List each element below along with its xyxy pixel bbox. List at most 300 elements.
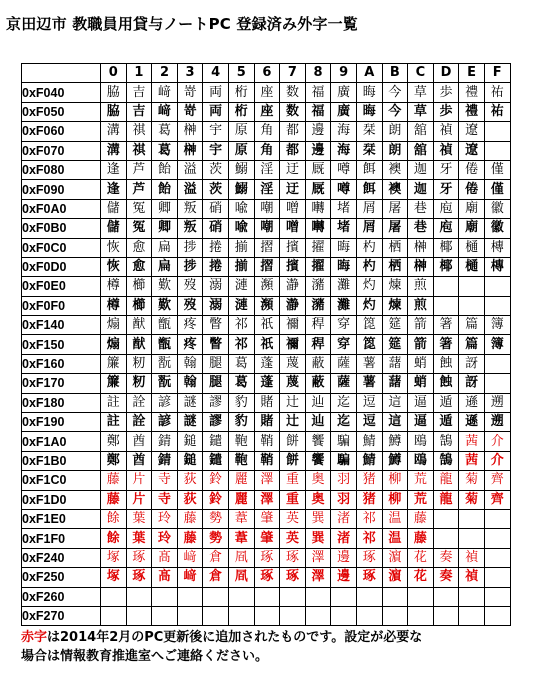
char-cell: 牙	[433, 180, 459, 199]
char-cell: 廣	[331, 102, 357, 121]
char-cell: 騙	[331, 432, 357, 451]
char-cell: 藤	[101, 490, 127, 509]
row-code: 0xF050	[22, 102, 101, 121]
table-row	[22, 393, 511, 412]
char-cell: 煎	[408, 277, 434, 296]
char-cell: 桁	[228, 83, 254, 102]
char-cell	[152, 587, 178, 606]
char-cell: 逢	[101, 180, 127, 199]
char-cell: 朗	[382, 141, 408, 160]
char-cell	[484, 374, 510, 393]
char-cell: 祁	[356, 509, 382, 528]
char-cell: 嘲	[254, 199, 280, 218]
char-cell: 逼	[408, 413, 434, 432]
char-cell: 芦	[126, 180, 152, 199]
char-cell: 寺	[152, 471, 178, 490]
char-cell: 瀦	[305, 296, 331, 315]
char-cell: 訝	[459, 354, 485, 373]
char-cell: 琢	[280, 568, 306, 587]
char-cell: 鑓	[203, 451, 229, 470]
table-row	[22, 529, 511, 548]
char-cell: 僅	[484, 180, 510, 199]
char-cell: 晦	[356, 83, 382, 102]
char-cell: 灘	[331, 296, 357, 315]
char-cell: 茨	[203, 180, 229, 199]
char-cell	[126, 606, 152, 625]
char-cell: 冤	[126, 219, 152, 238]
col-header-c: C	[408, 64, 434, 83]
char-cell: 囀	[305, 199, 331, 218]
char-cell: 奏	[433, 548, 459, 567]
char-cell: 揃	[228, 238, 254, 257]
char-cell: 廣	[331, 83, 357, 102]
char-cell: 薩	[331, 374, 357, 393]
char-cell: 歿	[177, 296, 203, 315]
char-cell: 箭	[408, 335, 434, 354]
char-cell: 謬	[203, 393, 229, 412]
char-cell: 猪	[356, 490, 382, 509]
char-cell: 羽	[331, 471, 357, 490]
table-row	[22, 316, 511, 335]
char-cell	[203, 606, 229, 625]
char-cell: 筵	[382, 335, 408, 354]
char-cell: 樽	[101, 277, 127, 296]
table-row	[22, 238, 511, 257]
char-cell	[177, 587, 203, 606]
char-cell	[433, 587, 459, 606]
row-code: 0xF1F0	[22, 529, 101, 548]
row-code: 0xF0D0	[22, 257, 101, 276]
char-cell: 禎	[433, 122, 459, 141]
char-cell: 煎	[408, 296, 434, 315]
char-cell: 琢	[126, 548, 152, 567]
char-cell: 角	[254, 122, 280, 141]
char-cell: 歩	[433, 83, 459, 102]
table-row	[22, 606, 511, 625]
char-cell: 鯖	[356, 451, 382, 470]
char-cell: 花	[408, 568, 434, 587]
char-cell: 﨑	[152, 83, 178, 102]
table-row	[22, 277, 511, 296]
char-cell: 祇	[254, 316, 280, 335]
table-row	[22, 122, 511, 141]
char-cell: 卿	[152, 219, 178, 238]
footnote-line2: 場合は情報教育推進室へご連絡ください。	[21, 649, 269, 664]
table-row	[22, 141, 511, 160]
char-cell: 蓬	[254, 374, 280, 393]
char-cell: 福	[305, 102, 331, 121]
char-cell: 溢	[177, 160, 203, 179]
char-cell: 麗	[228, 471, 254, 490]
char-cell	[484, 606, 510, 625]
char-cell: 迦	[408, 180, 434, 199]
char-cell: 鞄	[228, 432, 254, 451]
char-cell: 遜	[459, 413, 485, 432]
char-cell: 龍	[433, 471, 459, 490]
char-cell: 翰	[177, 374, 203, 393]
char-cell: 謬	[203, 413, 229, 432]
char-cell: 錆	[152, 432, 178, 451]
col-header-e: E	[459, 64, 485, 83]
char-cell: 籾	[126, 374, 152, 393]
char-cell: 祁	[356, 529, 382, 548]
char-cell: 海	[331, 141, 357, 160]
char-cell	[433, 277, 459, 296]
char-cell: 儲	[101, 199, 127, 218]
char-cell: 鞄	[228, 451, 254, 470]
char-cell: 海	[331, 122, 357, 141]
char-cell: 塚	[101, 568, 127, 587]
col-header-7: 7	[280, 64, 306, 83]
char-cell: 櫛	[126, 277, 152, 296]
char-cell: 辿	[305, 393, 331, 412]
char-cell	[280, 587, 306, 606]
char-cell: 儲	[101, 219, 127, 238]
char-cell: 禰	[280, 335, 306, 354]
char-cell: 麗	[228, 490, 254, 509]
gaiji-table	[21, 63, 511, 626]
row-code: 0xF040	[22, 83, 101, 102]
char-cell	[484, 122, 510, 141]
char-cell: 蔽	[305, 374, 331, 393]
char-cell: 茜	[459, 432, 485, 451]
table-row	[22, 548, 511, 567]
char-cell: 餘	[101, 529, 127, 548]
char-cell: 餅	[280, 451, 306, 470]
char-cell: 箸	[433, 335, 459, 354]
char-cell: 喩	[228, 199, 254, 218]
char-cell	[382, 587, 408, 606]
char-cell: 擢	[305, 238, 331, 257]
char-cell: 鞘	[254, 432, 280, 451]
col-header-b: B	[382, 64, 408, 83]
char-cell: 両	[203, 102, 229, 121]
char-cell: 栞	[356, 141, 382, 160]
table-row	[22, 490, 511, 509]
char-cell: 藤	[177, 509, 203, 528]
row-code: 0xF1A0	[22, 432, 101, 451]
char-cell: 数	[280, 102, 306, 121]
col-header-9: 9	[331, 64, 357, 83]
char-cell: 捗	[177, 238, 203, 257]
char-cell: 鈴	[203, 490, 229, 509]
char-cell: 穿	[331, 316, 357, 335]
col-header-8: 8	[305, 64, 331, 83]
char-cell: 恢	[101, 257, 127, 276]
char-cell: 祁	[228, 316, 254, 335]
char-cell: 髙	[152, 568, 178, 587]
char-cell: 扁	[152, 257, 178, 276]
char-cell: 辿	[305, 413, 331, 432]
char-cell: 鴎	[408, 432, 434, 451]
char-cell: 荻	[177, 471, 203, 490]
col-header-6: 6	[254, 64, 280, 83]
char-cell: 迂	[280, 160, 306, 179]
char-cell: 葛	[228, 354, 254, 373]
char-cell: 榊	[408, 257, 434, 276]
char-cell: 逼	[408, 393, 434, 412]
char-cell: 藤	[408, 509, 434, 528]
char-cell: 禮	[459, 102, 485, 121]
char-cell	[484, 141, 510, 160]
table-row	[22, 102, 511, 121]
char-cell: 鎚	[177, 432, 203, 451]
char-cell: 薯	[356, 374, 382, 393]
char-cell: 錆	[152, 451, 178, 470]
char-cell: 茜	[459, 451, 485, 470]
char-cell: 瞥	[203, 335, 229, 354]
char-cell: 樋	[459, 238, 485, 257]
char-cell: 歿	[177, 277, 203, 296]
char-cell	[408, 587, 434, 606]
char-cell: 茨	[203, 160, 229, 179]
char-cell: 猷	[126, 316, 152, 335]
char-cell: 巷	[408, 219, 434, 238]
char-cell: 捗	[177, 257, 203, 276]
row-code: 0xF1E0	[22, 509, 101, 528]
char-cell: 櫛	[126, 296, 152, 315]
char-cell: 栖	[382, 257, 408, 276]
char-cell: 倉	[203, 548, 229, 567]
page-title: 京田辺市 教職員用貸与ノートPC 登録済み外字一覧	[6, 15, 358, 33]
char-cell: 僅	[484, 160, 510, 179]
char-cell: 﨑	[152, 102, 178, 121]
char-cell	[484, 509, 510, 528]
char-cell: 愈	[126, 238, 152, 257]
table-row	[22, 374, 511, 393]
char-cell: 庖	[433, 199, 459, 218]
char-cell: 篇	[459, 316, 485, 335]
char-cell: 葛	[152, 122, 178, 141]
char-cell: 勢	[203, 509, 229, 528]
char-cell: 遡	[484, 393, 510, 412]
char-cell: 琢	[356, 568, 382, 587]
char-cell: 飴	[152, 160, 178, 179]
char-cell: 英	[280, 529, 306, 548]
char-cell: 祺	[126, 141, 152, 160]
col-header-2: 2	[152, 64, 178, 83]
char-cell: 鎚	[177, 451, 203, 470]
char-cell: 迄	[331, 393, 357, 412]
char-cell	[484, 277, 510, 296]
char-cell: 擯	[280, 238, 306, 257]
char-cell: 蛸	[408, 374, 434, 393]
char-cell: 鞘	[254, 451, 280, 470]
char-cell: 煽	[101, 316, 127, 335]
footnote-red-word: 赤字	[21, 630, 48, 645]
header-row	[22, 64, 511, 83]
char-cell: 琢	[254, 548, 280, 567]
row-code: 0xF1B0	[22, 451, 101, 470]
col-header-0: 0	[101, 64, 127, 83]
char-cell: 桁	[228, 102, 254, 121]
char-cell: 逗	[356, 393, 382, 412]
char-cell: 簿	[484, 316, 510, 335]
row-code: 0xF150	[22, 335, 101, 354]
char-cell: 榊	[177, 122, 203, 141]
char-cell: 澤	[305, 548, 331, 567]
char-cell: 葉	[126, 529, 152, 548]
char-cell: 辻	[280, 413, 306, 432]
char-cell: 邊	[305, 122, 331, 141]
char-cell: 訝	[459, 374, 485, 393]
char-cell: 疼	[177, 335, 203, 354]
char-cell: 漣	[228, 277, 254, 296]
char-cell: 片	[126, 471, 152, 490]
char-cell: 蓬	[254, 354, 280, 373]
table-row	[22, 568, 511, 587]
char-cell: 酋	[126, 451, 152, 470]
char-cell: 邊	[305, 141, 331, 160]
char-cell: 厩	[305, 180, 331, 199]
footnote-line1: は2014年2月のPC更新後に追加されたものです。設定が必要な	[47, 630, 423, 645]
char-cell: 勢	[203, 529, 229, 548]
char-cell: 箸	[433, 316, 459, 335]
char-cell: 歎	[152, 296, 178, 315]
char-cell: 奥	[305, 490, 331, 509]
char-cell: 籾	[126, 354, 152, 373]
char-cell	[228, 606, 254, 625]
char-cell	[280, 606, 306, 625]
char-cell	[433, 529, 459, 548]
char-cell: 註	[101, 393, 127, 412]
char-cell: 倦	[459, 180, 485, 199]
char-cell: 騙	[331, 451, 357, 470]
char-cell: 片	[126, 490, 152, 509]
char-cell: 遜	[459, 393, 485, 412]
char-cell: 樋	[459, 257, 485, 276]
char-cell	[433, 296, 459, 315]
char-cell	[408, 606, 434, 625]
char-cell: 数	[280, 83, 306, 102]
row-code: 0xF160	[22, 354, 101, 373]
char-cell: 硝	[203, 219, 229, 238]
char-cell: 謎	[177, 413, 203, 432]
char-cell: 灼	[356, 296, 382, 315]
char-cell: 濵	[382, 548, 408, 567]
char-cell: 柳	[382, 471, 408, 490]
char-cell: 捲	[203, 238, 229, 257]
char-cell: 煽	[101, 335, 127, 354]
char-cell: 詮	[126, 413, 152, 432]
char-cell: 堵	[331, 219, 357, 238]
char-cell: 饗	[305, 432, 331, 451]
table-row	[22, 471, 511, 490]
char-cell: 草	[408, 102, 434, 121]
row-code: 0xF180	[22, 393, 101, 412]
char-cell: 餅	[280, 432, 306, 451]
char-cell	[331, 606, 357, 625]
char-cell: 重	[280, 490, 306, 509]
char-cell: 煉	[382, 296, 408, 315]
char-cell: 餌	[356, 160, 382, 179]
char-cell: 葛	[228, 374, 254, 393]
char-cell: 瀞	[280, 277, 306, 296]
char-cell: 鰯	[228, 180, 254, 199]
char-cell: 翫	[152, 374, 178, 393]
char-cell: 葉	[126, 509, 152, 528]
char-cell: 鄭	[101, 432, 127, 451]
char-cell: 脇	[101, 102, 127, 121]
char-cell: 硝	[203, 199, 229, 218]
row-code: 0xF0C0	[22, 238, 101, 257]
char-cell: 奏	[433, 568, 459, 587]
char-cell: 恢	[101, 238, 127, 257]
char-cell: 温	[382, 529, 408, 548]
char-cell: 都	[280, 141, 306, 160]
char-cell: 琢	[280, 548, 306, 567]
char-cell: 柳	[382, 490, 408, 509]
char-cell	[459, 529, 485, 548]
char-cell: 鱒	[382, 451, 408, 470]
char-cell: 徽	[484, 219, 510, 238]
char-cell: 捲	[203, 257, 229, 276]
char-cell: 渚	[331, 509, 357, 528]
char-cell	[152, 606, 178, 625]
char-cell: 瞥	[203, 316, 229, 335]
char-cell: 英	[280, 509, 306, 528]
char-cell: 逢	[101, 160, 127, 179]
row-code: 0xF0F0	[22, 296, 101, 315]
char-cell	[356, 587, 382, 606]
char-cell: 琢	[356, 548, 382, 567]
char-cell: 都	[280, 122, 306, 141]
table-row	[22, 180, 511, 199]
char-cell: 簾	[101, 354, 127, 373]
char-cell: 迂	[280, 180, 306, 199]
char-cell: 巽	[305, 509, 331, 528]
char-cell: 煉	[382, 277, 408, 296]
char-cell: 箆	[356, 335, 382, 354]
char-cell: 迦	[408, 160, 434, 179]
char-cell: 牙	[433, 160, 459, 179]
char-cell: 堵	[331, 199, 357, 218]
char-cell: 篇	[459, 335, 485, 354]
char-cell: 菊	[459, 471, 485, 490]
char-cell: 豹	[228, 393, 254, 412]
char-cell: 屠	[382, 199, 408, 218]
char-cell: 濵	[382, 568, 408, 587]
char-cell	[305, 587, 331, 606]
char-cell: 猷	[126, 335, 152, 354]
char-cell: 註	[101, 413, 127, 432]
char-cell: 齊	[484, 471, 510, 490]
char-cell: 蔑	[280, 374, 306, 393]
char-cell: 噂	[331, 160, 357, 179]
char-cell: 葦	[228, 529, 254, 548]
char-cell: 瀕	[254, 277, 280, 296]
char-cell: 豹	[228, 413, 254, 432]
char-cell: 栖	[382, 238, 408, 257]
char-cell: 禮	[459, 83, 485, 102]
char-cell: 囀	[305, 219, 331, 238]
char-cell: 猪	[356, 471, 382, 490]
char-cell: 座	[254, 83, 280, 102]
char-cell: 喩	[228, 219, 254, 238]
char-cell: 嘲	[254, 219, 280, 238]
char-cell: 樽	[101, 296, 127, 315]
row-code: 0xF170	[22, 374, 101, 393]
char-cell	[459, 509, 485, 528]
col-header-4: 4	[203, 64, 229, 83]
char-cell: 槫	[484, 257, 510, 276]
char-cell: 葦	[228, 509, 254, 528]
row-code: 0xF270	[22, 606, 101, 625]
char-cell: 翰	[177, 354, 203, 373]
char-cell: 蝕	[433, 374, 459, 393]
char-cell: 這	[382, 393, 408, 412]
col-header-5: 5	[228, 64, 254, 83]
